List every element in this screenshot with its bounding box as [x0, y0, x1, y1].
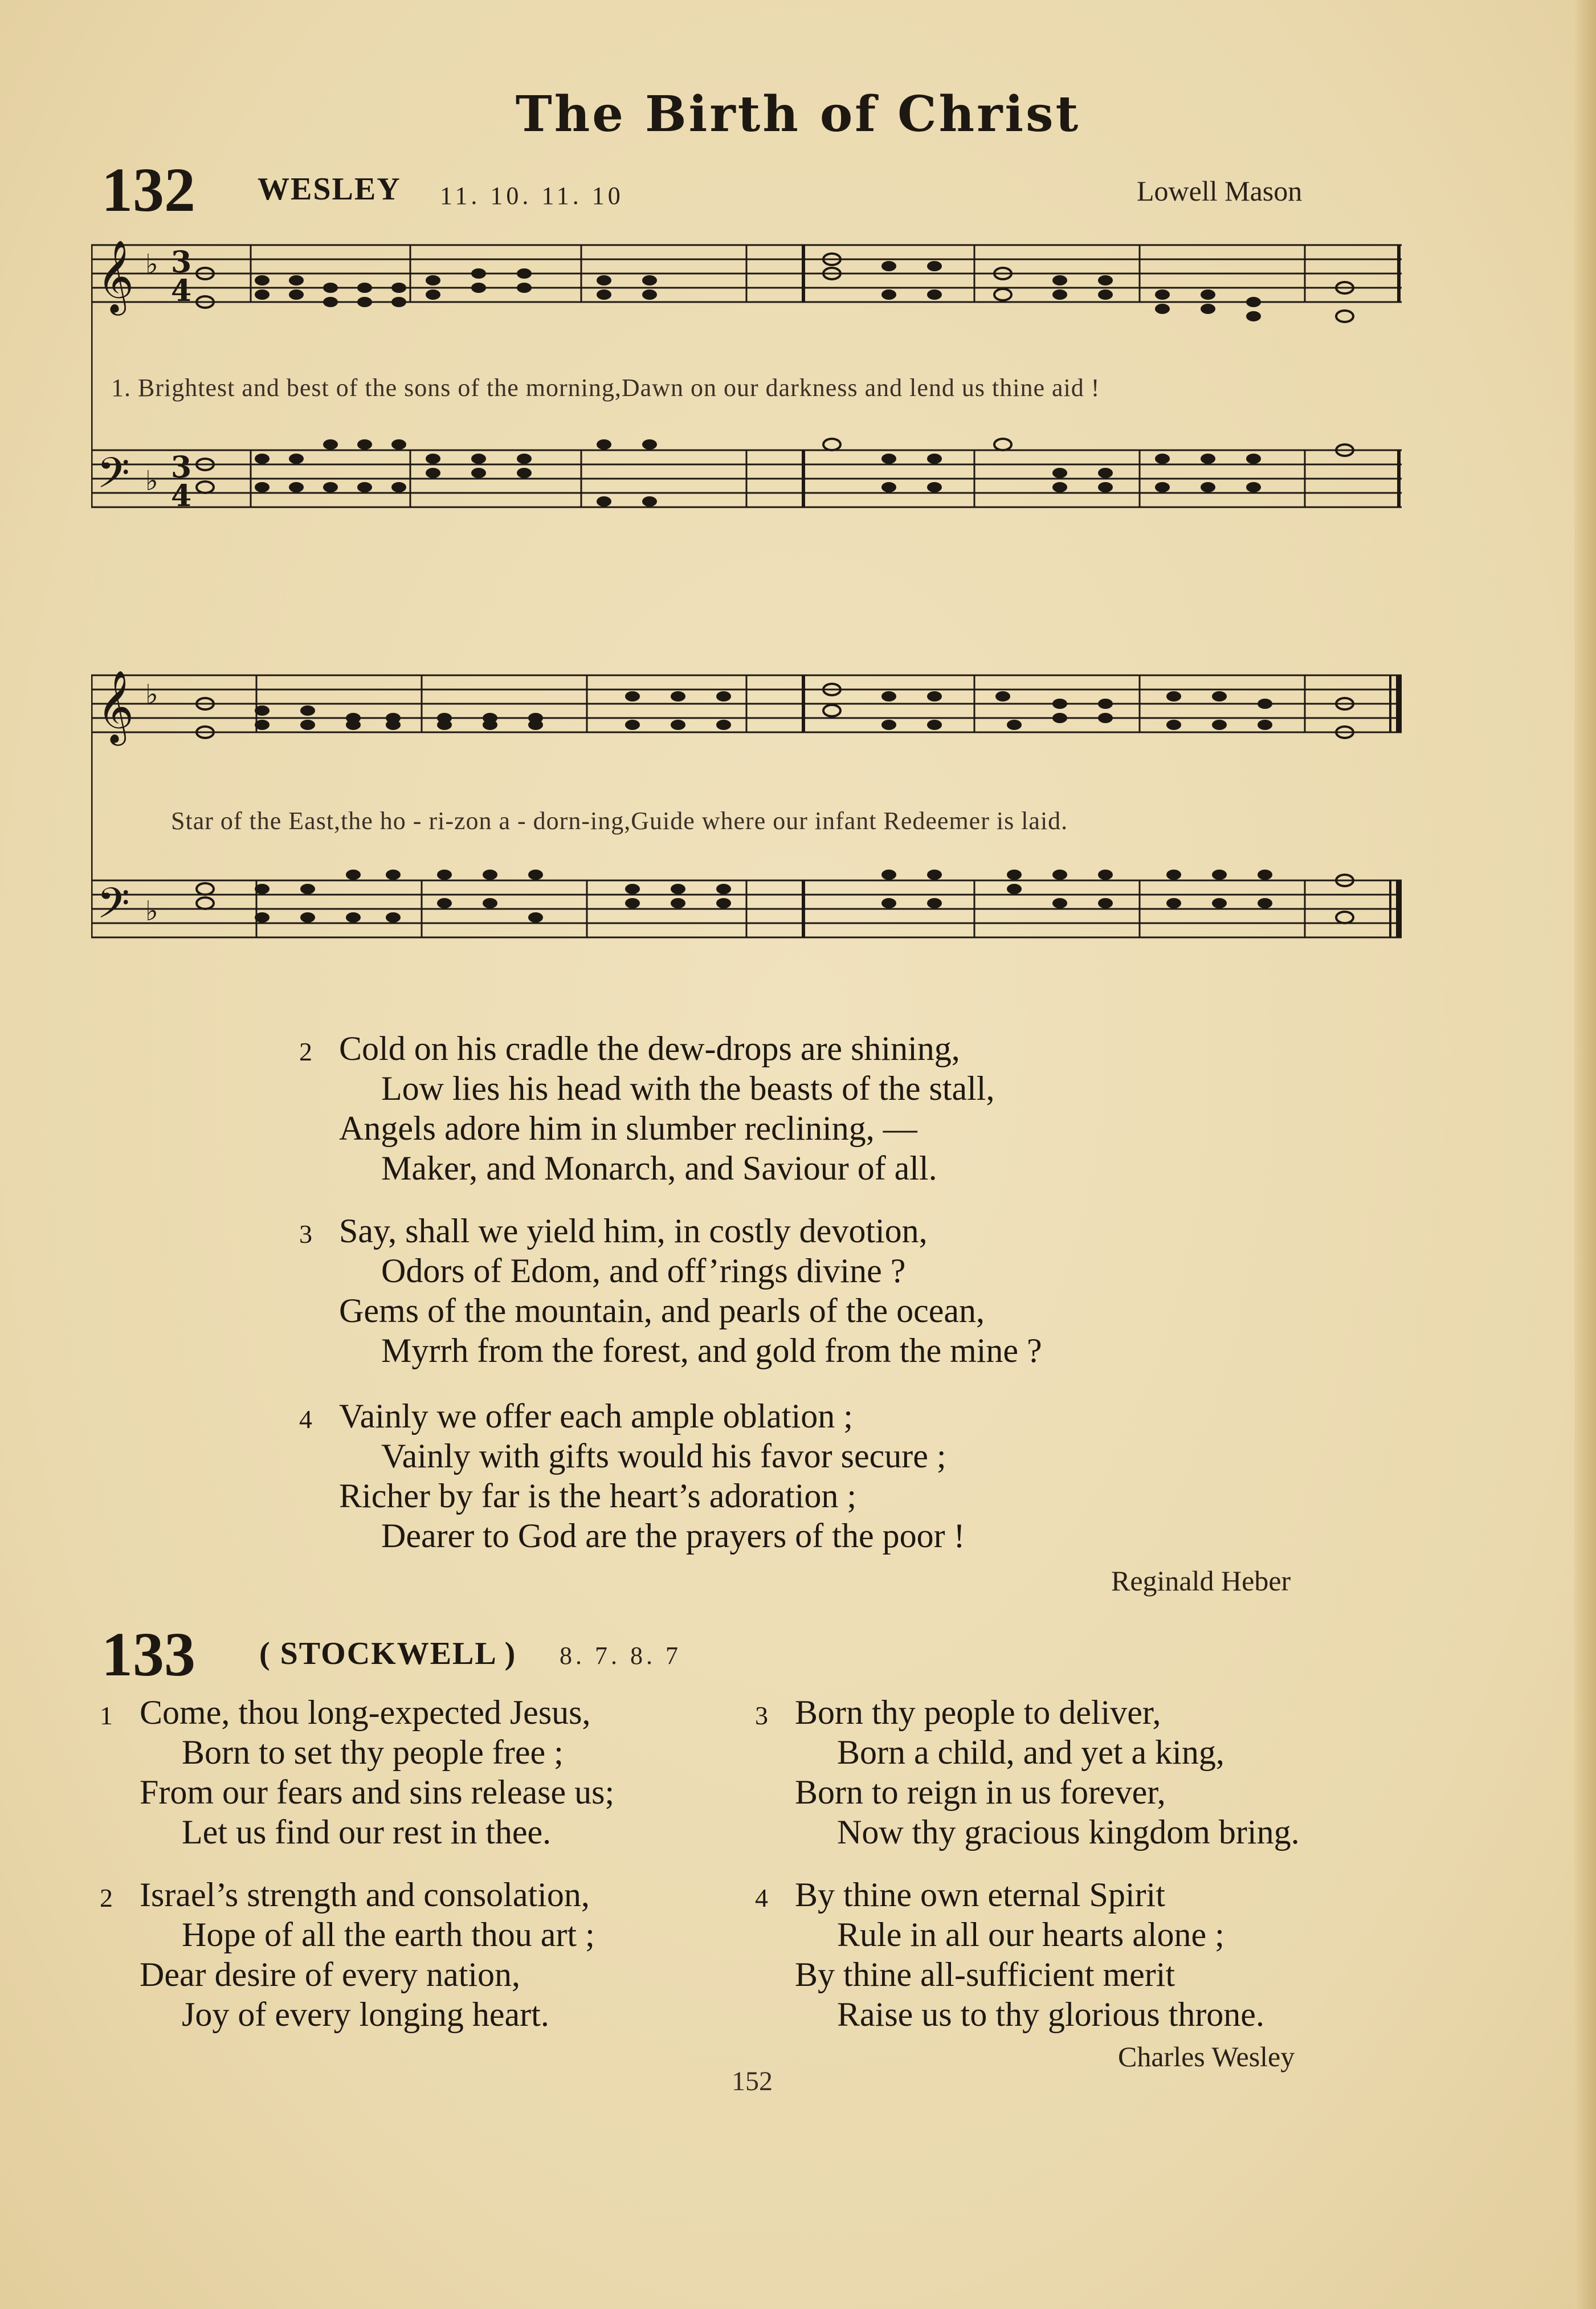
section-title: The Birth of Christ [515, 85, 1081, 143]
hymn-133-stanza-3 [755, 1692, 1300, 1852]
hymn-133-stanza-1 [100, 1692, 615, 1852]
hymn-132-author: Reginald Heber [1111, 1565, 1291, 1597]
hymn-133-stanza-4 [755, 1875, 1264, 2034]
svg-text:♭: ♭ [145, 248, 158, 280]
svg-text:4: 4 [171, 479, 192, 513]
stanza-line: Say, shall we yield him, in costly devotion, [339, 1212, 928, 1250]
svg-text:𝄞: 𝄞 [97, 239, 134, 312]
stanza-number: 4 [755, 1883, 768, 1912]
hymn-133-stanza-2 [100, 1875, 595, 2034]
page-number: 152 [732, 2066, 773, 2096]
hymn-132-stanza-3 [299, 1211, 1042, 1370]
stanza-line: Rule in all our hearts alone ; [837, 1916, 1224, 1953]
hymn-132-lyric-line-2: Star of the East,the ho - ri-zon a - dorn-ing,Guide where our infant Redeemer is laid. [171, 807, 1068, 835]
hymn-132-stanza-4 [299, 1396, 965, 1556]
stanza-line: Dear desire of every nation, [140, 1956, 521, 1993]
stanza-line: Born to set thy people free ; [182, 1733, 564, 1771]
hymn-132-tune: WESLEY [258, 172, 401, 207]
stanza-line: Odors of Edom, and off’rings divine ? [381, 1252, 906, 1290]
svg-text:♭: ♭ [145, 679, 158, 711]
stanza-line: Vainly with gifts would his favor secure ; [381, 1437, 946, 1475]
stanza-line: Cold on his cradle the dew-drops are shining, [339, 1030, 960, 1067]
stanza-number: 3 [755, 1701, 768, 1730]
svg-text:♭: ♭ [145, 895, 158, 927]
svg-text:3: 3 [171, 450, 192, 485]
stanza-line: Myrrh from the forest, and gold from the mine ? [381, 1332, 1042, 1369]
page-edge [1574, 0, 1596, 2309]
stanza-number: 2 [299, 1037, 312, 1066]
stanza-line: Born a child, and yet a king, [837, 1733, 1224, 1771]
hymn-132-meter: 11. 10. 11. 10 [440, 182, 624, 210]
stanza-number: 2 [100, 1883, 113, 1912]
hymn-133-number: 133 [101, 1619, 195, 1689]
stanza-line: Gems of the mountain, and pearls of the ocean, [339, 1292, 985, 1329]
hymn-132-lyric-line-1: 1. Brightest and best of the sons of the morning,Dawn on our darkness and lend us thine aid ! [111, 374, 1100, 402]
stanza-number: 3 [299, 1219, 312, 1249]
stanza-line: Low lies his head with the beasts of the stall, [381, 1070, 995, 1107]
svg-text:𝄢: 𝄢 [97, 879, 130, 939]
stanza-line: Born to reign in us forever, [795, 1773, 1166, 1811]
stanza-line: Raise us to thy glorious throne. [837, 1996, 1264, 2033]
stanza-line: By thine all-sufficient merit [795, 1956, 1175, 1993]
stanza-line: Joy of every longing heart. [182, 1996, 549, 2033]
svg-text:3: 3 [171, 245, 192, 280]
svg-text:𝄢: 𝄢 [97, 448, 130, 508]
stanza-number: 1 [100, 1701, 113, 1730]
stanza-line: Hope of all the earth thou art ; [182, 1916, 595, 1953]
hymn-132-composer: Lowell Mason [1137, 175, 1303, 207]
stanza-line: Now thy gracious kingdom bring. [837, 1813, 1300, 1851]
svg-text:𝄞: 𝄞 [97, 670, 134, 743]
stanza-line: Vainly we offer each ample oblation ; [339, 1397, 853, 1435]
stanza-line: From our fears and sins release us; [140, 1773, 615, 1811]
svg-text:♭: ♭ [145, 465, 158, 497]
stanza-line: Come, thou long-expected Jesus, [140, 1694, 591, 1731]
stanza-line: Angels adore him in slumber reclining, — [339, 1109, 917, 1147]
hymn-132-stanza-2 [299, 1029, 995, 1188]
stanza-line: By thine own eternal Spirit [795, 1876, 1165, 1914]
svg-text:4: 4 [171, 274, 192, 308]
hymn-133-tune: ( STOCKWELL ) [259, 1636, 517, 1671]
stanza-line: Maker, and Monarch, and Saviour of all. [381, 1149, 937, 1187]
stanza-line: Richer by far is the heart’s adoration ; [339, 1477, 857, 1515]
stanza-line: Born thy people to deliver, [795, 1694, 1161, 1731]
stanza-line: Israel’s strength and consolation, [140, 1876, 590, 1914]
hymn-133-author: Charles Wesley [1118, 2041, 1295, 2073]
stanza-number: 4 [299, 1405, 312, 1434]
hymn-132-number: 132 [101, 155, 195, 225]
stanza-line: Dearer to God are the prayers of the poor ! [381, 1517, 965, 1555]
stanza-line: Let us find our rest in thee. [182, 1813, 552, 1851]
hymn-133-meter: 8. 7. 8. 7 [560, 1642, 681, 1670]
